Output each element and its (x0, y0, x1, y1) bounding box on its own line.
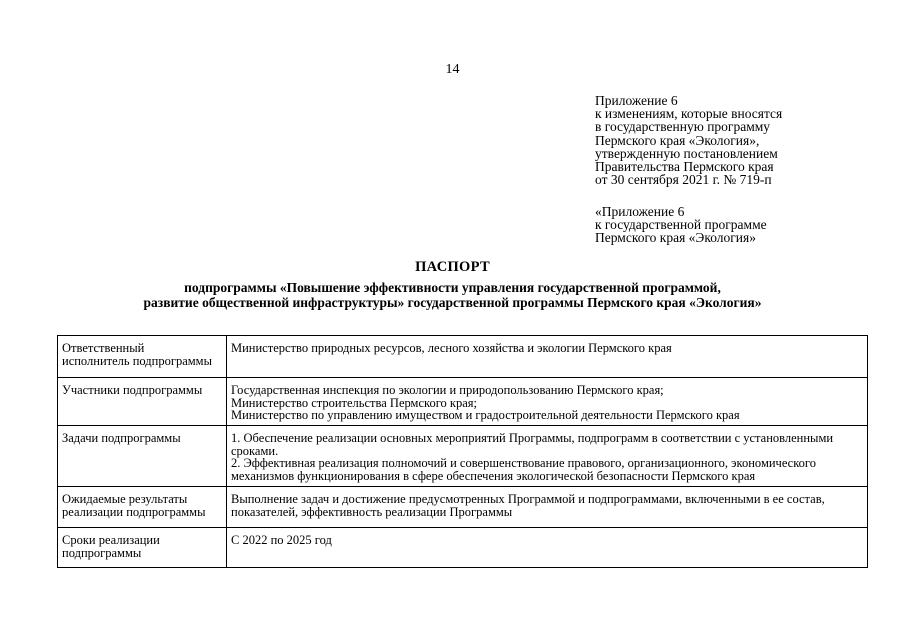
row-label: Задачи подпрограммы (62, 431, 181, 445)
appendix-program-line: к государственной программе (595, 217, 767, 233)
table-row (58, 378, 868, 426)
row-value: Министерство строительства Пермского края; (231, 395, 477, 410)
appendix-amendment-line: Правительства Пермского края (595, 159, 774, 175)
appendix-program-line: Пермского края «Экология» (595, 230, 756, 246)
table-row (58, 487, 868, 528)
row-value: Министерство по управлению имуществом и градостроительной деятельности Пермского края (231, 408, 740, 422)
table-row (58, 336, 868, 378)
row-label-cell (58, 378, 227, 426)
row-value: механизмов функционирования в сфере обеспечения экологической безопасности Пермского края (231, 468, 756, 483)
document-title: ПАСПОРТ (415, 259, 490, 275)
row-label-cell (58, 487, 227, 528)
appendix-program-block (595, 205, 767, 245)
row-label-cell (58, 426, 227, 487)
row-label-cell (58, 336, 227, 378)
row-label: Ожидаемые результаты (62, 492, 188, 506)
appendix-amendment-block (595, 94, 782, 186)
appendix-amendment-line: утвержденную постановлением (595, 145, 778, 161)
row-label: исполнитель подпрограммы (62, 353, 212, 368)
passport-table (57, 335, 868, 568)
row-label: подпрограммы (62, 545, 142, 560)
row-value: сроками. (231, 443, 279, 458)
row-label: реализации подпрограммы (62, 504, 206, 519)
subtitle-line: подпрограммы «Повышение эффективности управления государственной программой, (184, 280, 721, 295)
row-value: Министерство природных ресурсов, лесного хозяйства и экологии Пермского края (231, 341, 672, 355)
appendix-program-line: «Приложение 6 (595, 204, 685, 219)
row-value-cell (227, 378, 868, 426)
row-value: Государственная инспекция по экологии и природопользованию Пермского края; (231, 383, 664, 397)
row-value-cell (227, 336, 868, 378)
appendix-amendment-line: в государственную программу (595, 119, 771, 135)
row-value: показателей, эффективность реализации Программы (231, 504, 513, 519)
table-row (58, 426, 868, 487)
row-value-cell (227, 426, 868, 487)
row-value-cell (227, 528, 868, 568)
row-label: Ответственный (62, 341, 145, 355)
document-subtitle (0, 280, 905, 310)
row-label: Сроки реализации (62, 533, 160, 547)
row-value-cell (227, 487, 868, 528)
appendix-amendment-line: к изменениям, которые вносятся (595, 106, 783, 122)
row-value: Выполнение задач и достижение предусмотренных Программой и подпрограммами, включенными в ее состав, (231, 492, 825, 506)
row-label-cell (58, 528, 227, 568)
subtitle-line: развитие общественной инфраструктуры» государственной программы Пермского края «Экология» (143, 295, 762, 310)
row-value: С 2022 по 2025 год (231, 533, 332, 547)
page-number: 14 (445, 62, 460, 77)
row-label: Участники подпрограммы (62, 383, 203, 397)
table-row (58, 528, 868, 568)
row-value: 2. Эффективная реализация полномочий и совершенствование правового, организационного, экономического (231, 456, 816, 470)
appendix-amendment-line: Пермского края «Экология», (595, 132, 760, 148)
row-value: 1. Обеспечение реализации основных мероприятий Программы, подпрограмм в соответствии с установленными (231, 431, 834, 445)
appendix-amendment-line: Приложение 6 (595, 93, 678, 108)
appendix-amendment-line: от 30 сентября 2021 г. № 719-п (595, 172, 772, 188)
